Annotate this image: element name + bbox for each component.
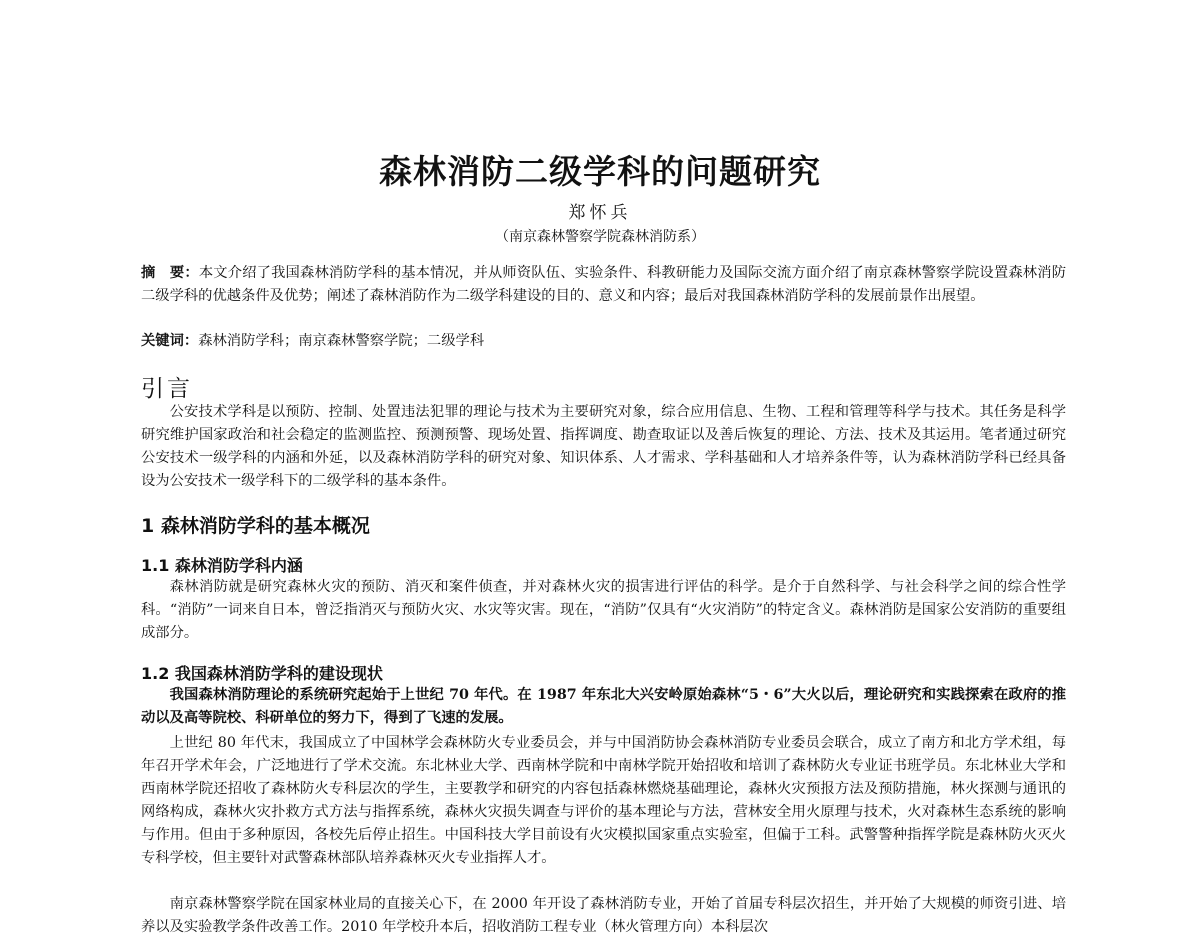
abstract-label: 摘 要： [141,265,199,281]
subsection-1-2-paragraph-2: 上世纪 80 年代末，我国成立了中国林学会森林防火专业委员会，并与中国消防协会森林消防专业委员会联合，成立了南方和北方学术组，每年召开学术年会，广泛地进行了学术交流。东北林业大学、西南林学院和中南林学院开始招收和培训了森林防火专业证书班学员。东北林业大学和西南林学院还招收了森林防火专科层次的学生，主要教学和研究的内容包括森林燃烧基础理论，森林火灾预报方法及预防措施，林火探测与通讯的网络构成，森林火灾扑救方式方法与指挥系统，森林火灾损失调查与评价的基本理论与方法，营林安全用火原理与技术，火对森林生态系统的影响与作用。但由于多种原因，各校先后停止招生。中国科技大学目前设有火灾模拟国家重点实验室，但偏于工科。武警警种指挥学院是森林防火灭火专科学校，但主要针对武警森林部队培养森林灭火专业指挥人才。 [141,735,1066,866]
keywords [141,330,1066,353]
paper-title: 森林消防二级学科的问题研究 [379,152,821,191]
subsection-1-2-paragraph-3: 南京森林警察学院在国家林业局的直接关心下，在 2000 年开设了森林消防专业，开始了首届专科层次招生，并开始了大规模的师资引进、培养以及实验教学条件改善工作。2010 年学校升本后，招收消防工程专业（林火管理方向）本科层次 [141,896,1066,935]
subsection-1-1-heading: 1.1 森林消防学科内涵 [141,556,303,575]
subsection-1-2-heading: 1.2 我国森林消防学科的建设现状 [141,664,383,683]
abstract [141,262,1066,308]
intro-paragraph: 公安技术学科是以预防、控制、处置违法犯罪的理论与技术为主要研究对象，综合应用信息、生物、工程和管理等科学与技术。其任务是科学研究维护国家政治和社会稳定的监测监控、预测预警、现场处置、指挥调度、勘查取证以及善后恢复的理论、方法、技术及其运用。笔者通过研究公安技术一级学科的内涵和外延，以及森林消防学科的研究对象、知识体系、人才需求、学科基础和人才培养条件等，认为森林消防学科已经具备设为公安技术一级学科下的二级学科的基本条件。 [141,404,1066,489]
section-1-heading: 1 森林消防学科的基本概况 [141,515,370,537]
keywords-label: 关键词： [141,333,199,349]
subsection-1-2-paragraph-1: 我国森林消防理论的系统研究起始于上世纪 70 年代。在 1987 年东北大兴安岭原始森林“5・6”大火以后，理论研究和实践探索在政府的推动以及高等院校、科研单位的努力下，得到了飞速的发展。 [141,687,1066,726]
keywords-text: 森林消防学科；南京森林警察学院；二级学科 [198,333,485,349]
author-affiliation: （南京森林警察学院森林消防系） [495,229,705,245]
author-name: 郑怀兵 [568,203,632,223]
abstract-text: 本文介绍了我国森林消防学科的基本情况，并从师资队伍、实验条件、科教研能力及国际交流方面介绍了南京森林警察学院设置森林消防二级学科的优越条件及优势；阐述了森林消防作为二级学科建设的目的、意义和内容；最后对我国森林消防学科的发展前景作出展望。 [141,265,1066,304]
intro-heading: 引言 [141,376,193,402]
subsection-1-1-paragraph: 森林消防就是研究森林火灾的预防、消灭和案件侦查，并对森林火灾的损害进行评估的科学。是介于自然科学、与社会科学之间的综合性学科。“消防”一词来自日本，曾泛指消灭与预防火灾、水灾等灾害。现在，“消防”仅具有“火灾消防”的特定含义。森林消防是国家公安消防的重要组成部分。 [141,579,1066,641]
